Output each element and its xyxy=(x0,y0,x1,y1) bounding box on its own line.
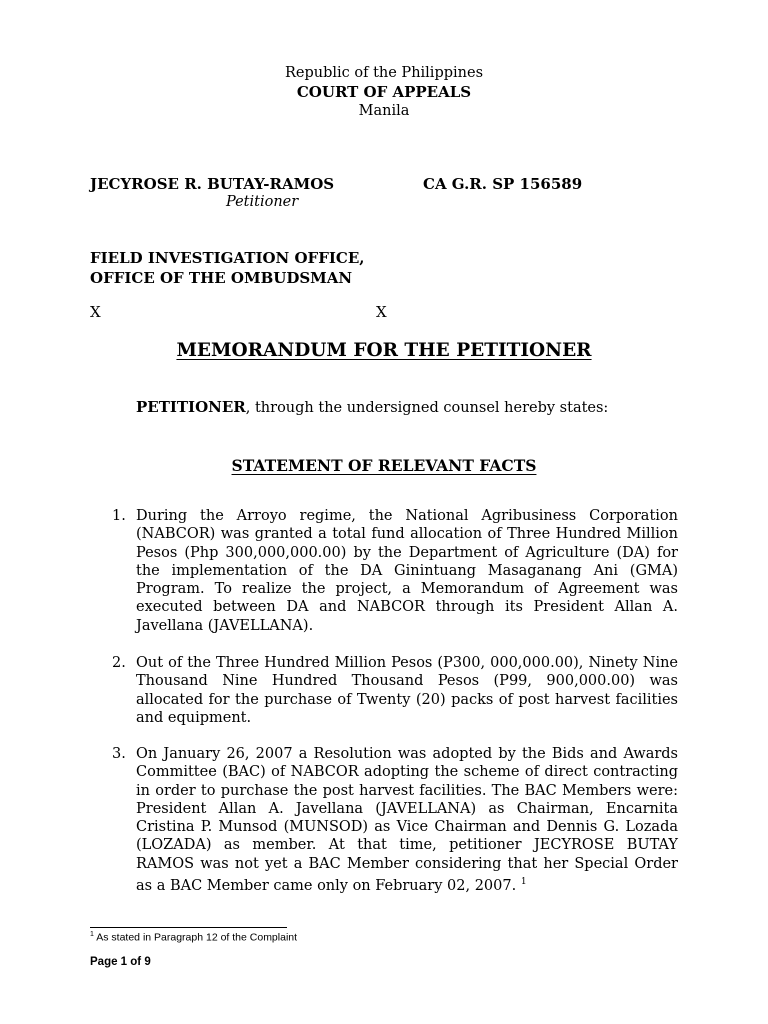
petitioner-role: Petitioner xyxy=(226,194,299,210)
paragraph-text: During the Arroyo regime, the National Agribusiness Corporation (NABCOR) was granted a total fund allocation of Three Hundred Million Pesos (Php 300,000,000.00) by the Department of Agriculture (DA) for the implementation of the DA Ginintuang Masaganang Ani (GMA) Program. To realize the project, a Memorandum of Agreement was executed between DA and NABCOR through its President Allan A. Javellana (JAVELLANA). xyxy=(136,508,678,634)
footnote-reference: 1 xyxy=(520,877,527,888)
paragraph-body: On January 26, 2007 a Resolution was adopted by the Bids and Awards Committee (BAC) of NABCOR adopting the scheme of direct contracting in order to purchase the post harvest facilities. The BAC Members were: President Allan A. Javellana (JAVELLANA) as Chairman, Encarnita Cristina P. Munsod (MUNSOD) as Vice Chairman and Dennis G. Lozada (LOZADA) as member. At that time, petitioner JECYROSE BUTAY RAMOS was not yet a BAC Member considering that her Special Order as a BAC Member came only on February 02, 2007. xyxy=(136,746,678,894)
caption-x-left: X xyxy=(90,303,101,321)
petitioner-name: JECYROSE R. BUTAY-RAMOS xyxy=(90,175,335,193)
fact-paragraph-3 xyxy=(112,745,678,895)
court-city: Manila xyxy=(358,103,410,119)
respondent-line-2: OFFICE OF THE OMBUDSMAN xyxy=(90,269,353,287)
footnote xyxy=(90,931,297,944)
fact-paragraph-1 xyxy=(112,507,678,635)
paragraph-text xyxy=(136,745,678,895)
document-title: MEMORANDUM FOR THE PETITIONER xyxy=(176,340,592,361)
court-name: COURT OF APPEALS xyxy=(296,83,472,101)
paragraph-number: 2. xyxy=(112,655,126,671)
respondent-line-1: FIELD INVESTIGATION OFFICE, xyxy=(90,249,365,267)
page-number: Page 1 of 9 xyxy=(90,956,151,968)
caption-x-right: X xyxy=(376,303,387,321)
paragraph-text: Out of the Three Hundred Million Pesos (P300, 000,000.00), Ninety Nine Thousand Nine Hundred Thousand Pesos (P99, 900,000.00) was allocated for the purchase of Twenty (20) packs of post harvest facilities and equipment. xyxy=(136,655,678,726)
footnote-separator xyxy=(90,927,287,928)
intro-statement xyxy=(136,398,608,416)
paragraph-number: 3. xyxy=(112,746,126,762)
fact-paragraph-2 xyxy=(112,654,678,727)
intro-lead: PETITIONER xyxy=(136,398,246,416)
footnote-marker: 1 xyxy=(90,931,94,938)
court-header xyxy=(0,64,768,121)
section-heading: STATEMENT OF RELEVANT FACTS xyxy=(231,456,537,475)
case-number: CA G.R. SP 156589 xyxy=(423,175,583,193)
footnote-text: As stated in Paragraph 12 of the Complaint xyxy=(96,931,298,944)
paragraph-number: 1. xyxy=(112,508,126,524)
republic-line: Republic of the Philippines xyxy=(284,65,484,81)
intro-rest: , through the undersigned counsel hereby states: xyxy=(245,400,609,416)
